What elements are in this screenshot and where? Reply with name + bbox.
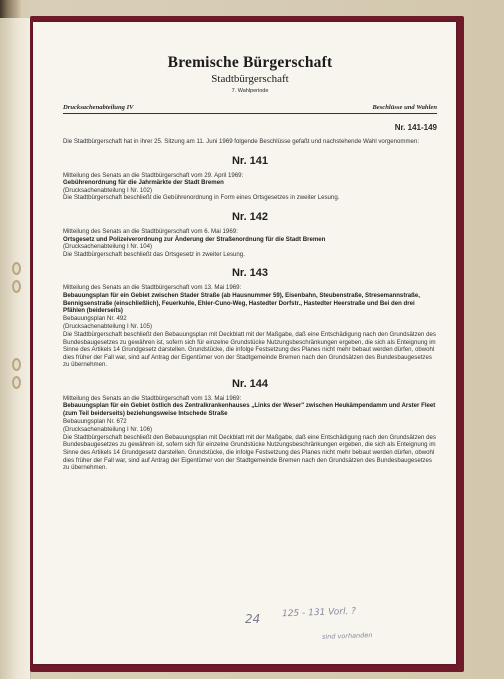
handwritten-page-number: 24: [245, 612, 261, 626]
handwritten-note-bottom: sind vorhanden: [321, 631, 373, 641]
entry-beschluss: Die Stadtbürgerschaft beschließt die Gebührenordnung in Form eines Ortsgesetzes in zweiter Lesung.: [63, 194, 340, 202]
entry-mitteilung: Mitteilung des Senats an die Stadtbürgerschaft vom 6. Mai 1969:: [63, 227, 238, 235]
entry-number: Nr. 144: [231, 377, 269, 390]
entry-drucksache: (Drucksachenabteilung I Nr. 106): [63, 426, 153, 434]
section-row: [63, 104, 437, 114]
left-page-edge: [0, 18, 31, 679]
electoral-period: 7. Wahlperiode: [231, 88, 269, 94]
intro-text: Die Stadtbürgerschaft hat in ihrer 25. Sitzung am 11. Juni 1969 folgende Beschlüsse gefaßt und nachstehende Wahl vorgenommen:: [63, 138, 420, 145]
document-title: Bremische Bürgerschaft: [167, 54, 333, 71]
entry-drucksache: (Drucksachenabteilung I Nr. 104): [63, 243, 153, 251]
entry-title: Bebauungsplan für ein Gebiet zwischen Stader Straße (ab Hausnummer 59), Eisenbahn, Steubenstraße, Stresemannstraße, Bennigsenstraße (einschließlich), Feuerkuhle, Ehler-Cuno-Weg, Hastedter Dorfstr., Hastedter Heerstraße und Bei den drei Pfählen (beiderseits): [63, 291, 420, 315]
document-page: [33, 22, 456, 664]
entry-beschluss: Die Stadtbürgerschaft beschließt das Ortsgesetz in zweiter Lesung.: [63, 250, 245, 258]
entry-title: Ortsgesetz und Polizeiverordnung zur Änderung der Straßenordnung für die Stadt Bremen: [63, 235, 326, 243]
page-content: [63, 54, 437, 472]
document-subtitle: Stadtbürgerschaft: [211, 73, 289, 85]
entry-number: Nr. 143: [231, 267, 269, 280]
binder-hole-icon: [12, 376, 21, 389]
section-right: Beschlüsse und Wahlen: [372, 104, 437, 111]
number-range: Nr. 141-149: [394, 123, 437, 132]
entry-number: Nr. 142: [231, 210, 269, 223]
entry-plan: Bebauungsplan Nr. 492: [63, 314, 127, 322]
entry-drucksache: (Drucksachenabteilung I Nr. 102): [63, 186, 153, 194]
handwritten-note-top: 125 - 131 Vorl. ?: [281, 606, 357, 620]
binder-hole-icon: [12, 358, 21, 371]
section-left: Drucksachenabteilung IV: [63, 104, 134, 111]
binder-hole-icon: [12, 280, 21, 293]
entry-plan: Bebauungsplan Nr. 672: [63, 417, 127, 425]
entry-title: Gebührenordnung für die Jahrmärkte der Stadt Bremen: [63, 179, 224, 187]
entry-mitteilung: Mitteilung des Senats an die Stadtbürgerschaft vom 13. Mai 1969:: [63, 284, 242, 292]
entry-title: Bebauungsplan für ein Gebiet östlich des Zentralkrankenhauses „Links der Weser" zwischen Heukämpendamm und Arster Fleet (zum Teil beiderseits) beziehungsweise Intschede Straße: [63, 402, 436, 418]
binder-hole-icon: [12, 262, 21, 275]
entry-mitteilung: Mitteilung des Senats an die Stadtbürgerschaft vom 13. Mai 1969:: [63, 394, 242, 402]
entry-beschluss: Die Stadtbürgerschaft beschließt den Bebauungsplan mit Deckblatt mit der Maßgabe, daß eine Entschädigung nach den Grundsätzen des Bundesbaugesetzes zu gewähren ist, sofern sich für einzelne Grundstücke Nutzungsbeschränkungen ergeben, die sich als Enteignung im Sinne des Artikels 14 Grundgesetz darstellen. Grundstücke, die infolge Festsetzung des Planes nicht mehr bebaut werden dürfen, obwohl dies früher der Fall war, sind auf Antrag der Eigentümer von der Stadtgemeinde Bremen nach den Grundsätzen des Bundesbaugesetzes zu übernehmen.: [63, 433, 436, 472]
entry-drucksache: (Drucksachenabteilung I Nr. 105): [63, 323, 153, 331]
entry-beschluss: Die Stadtbürgerschaft beschließt den Bebauungsplan mit Deckblatt mit der Maßgabe, daß eine Entschädigung nach den Grundsätzen des Bundesbaugesetzes zu gewähren ist, sofern sich für einzelne Grundstücke Nutzungsbeschränkungen ergeben, die sich als Enteignung im Sinne des Artikels 14 Grundgesetz darstellen. Grundstücke, die infolge Festsetzung des Planes nicht mehr bebaut werden dürfen, obwohl dies früher der Fall war, sind auf Antrag der Eigentümer von der Stadtgemeinde Bremen nach den Grundsätzen des Bundesbaugesetzes zu übernehmen.: [63, 330, 436, 369]
entry-number: Nr. 141: [231, 154, 269, 167]
entry-mitteilung: Mitteilung des Senats an die Stadtbürgerschaft vom 29. April 1969:: [63, 171, 244, 179]
